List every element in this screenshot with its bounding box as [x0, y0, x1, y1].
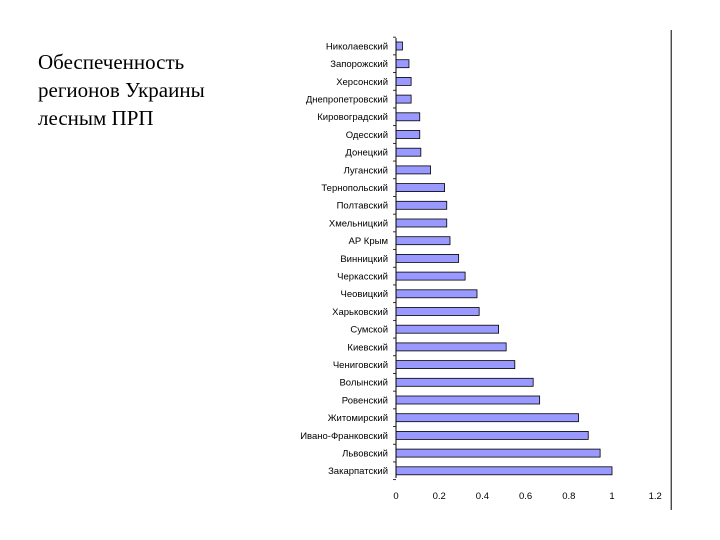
category-label: Киевский [347, 342, 388, 354]
bar [396, 378, 533, 386]
bar [396, 396, 540, 404]
bar [396, 467, 612, 475]
category-label: Запорожский [330, 59, 388, 71]
bar [396, 95, 411, 103]
bar [396, 219, 447, 227]
category-label: Чениговский [332, 360, 388, 371]
category-label: Одесский [345, 129, 388, 141]
category-label: Луганский [343, 165, 388, 177]
category-label: Житомирский [327, 413, 388, 425]
bar [396, 131, 420, 139]
bar [396, 414, 579, 422]
bars-layer [396, 42, 612, 475]
bar [396, 166, 431, 174]
bar [396, 60, 409, 68]
category-label: Чеовицкий [340, 289, 388, 301]
category-label: Сумской [350, 324, 388, 336]
category-label: Кировоградский [317, 112, 388, 124]
category-label: Харьковский [332, 306, 388, 318]
bar [396, 184, 445, 192]
bar [396, 148, 421, 156]
bar [396, 113, 420, 121]
category-label: Волынский [339, 377, 388, 389]
x-tick-label: 0.8 [562, 491, 576, 502]
slide-title: Обеспеченность регионов Украины лесным ПРП [38, 50, 205, 130]
category-label: Винницкий [340, 253, 388, 265]
bar [396, 237, 450, 245]
category-label: Днепропетровский [305, 94, 388, 106]
bar [396, 272, 465, 280]
category-label: Черкасский [337, 271, 388, 283]
bar [396, 254, 459, 262]
category-label: Ивано-Франковский [300, 430, 388, 442]
category-label: Хмельницкий [328, 218, 388, 230]
category-label: Херсонский [336, 76, 388, 88]
category-label: Полтавский [336, 200, 388, 212]
category-label: Тернопольский [321, 183, 388, 194]
category-label: Ровенский [341, 395, 388, 407]
bar [396, 325, 499, 333]
bar [396, 42, 402, 50]
category-labels [300, 41, 388, 477]
category-label: Николаевский [325, 41, 388, 53]
bar [396, 290, 477, 298]
category-label: Львовский [342, 448, 388, 460]
bar [396, 343, 506, 351]
bar [396, 201, 447, 209]
x-tick-label: 0.6 [518, 491, 533, 502]
x-tick-label: 0.4 [475, 491, 490, 502]
bar [396, 431, 588, 439]
bar [396, 77, 411, 85]
category-label: Донецкий [345, 147, 388, 159]
bar [396, 449, 600, 457]
x-tick-label: 1.2 [648, 491, 662, 502]
x-tick-label: 0.2 [432, 491, 446, 502]
bar [396, 361, 515, 369]
x-tick-label: 1 [609, 491, 615, 502]
category-label: АР Крым [348, 236, 388, 248]
bar [396, 308, 479, 316]
x-tick-label: 0 [393, 491, 399, 502]
category-label: Закарпатский [328, 466, 388, 478]
